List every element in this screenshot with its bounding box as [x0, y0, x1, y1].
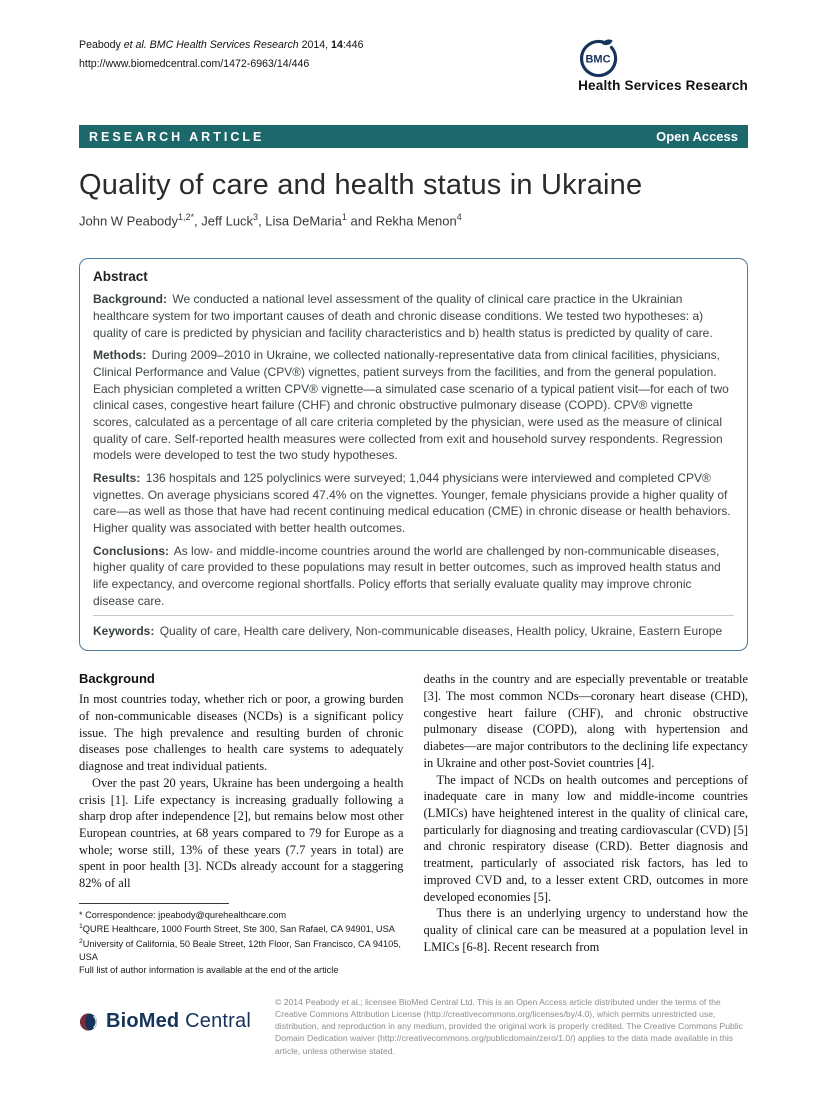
affiliation-2 [79, 937, 404, 965]
abstract-section-background [93, 291, 734, 341]
citation-authors: Peabody [79, 39, 124, 51]
abstract-section-results [93, 470, 734, 537]
abstract-section-conclusions [93, 543, 734, 610]
body-paragraph: Over the past 20 years, Ukraine has been undergoing a health crisis [1]. Life expectancy is increasing gradually following a sharp drop after independence [2], but remains below most other European countries, at 68 years compared to 79 for Europe as a whole; worse still, 13% of these years (7.7 years in total) are spent in poor health [3]. NCDs already account for a staggering 82% of all [79, 775, 404, 891]
correspondence-email-link[interactable]: jpeabody@qurehealthcare.com [158, 909, 286, 920]
body-paragraph: The impact of NCDs on health outcomes and perceptions of inadequate care in many low and middle-income countries (LMICs) have heightened interest in the quality of clinical care, particularly for diagnosing and treating cardiovascular (CVD) [5] and chronic respiratory disease (CRD). Better diagnosis and treatment, particularly of associated risk factors, has led to improved CVD and, to a lesser extent CRD, outcomes in more developed economies [5]. [423, 772, 748, 904]
citation-year: 2014, [298, 39, 332, 51]
body-paragraph: deaths in the country and are especially preventable or treatable [3]. The most common NCDs—coronary heart disease (CHD), congestive heart failure (CHF), and chronic obstructive pulmonary disease (COPD), along with hypertension and diabetes—are major contributors to the declining life expectancy in Ukraine and other post-Soviet countries [4]. [423, 672, 748, 770]
author-affiliation-sup: 4 [456, 212, 462, 222]
keywords-row [93, 615, 734, 640]
page-header [79, 38, 748, 122]
right-column [424, 671, 749, 978]
correspondence-note [79, 909, 404, 922]
page-footer [79, 996, 748, 1057]
body-columns [79, 671, 748, 978]
biomed-central-logo [79, 996, 251, 1040]
abstract-section-text: During 2009–2010 in Ukraine, we collected nationally-representative data from clinical facilities, physicians, Clinical Performance and Value (CPV®) vignettes, patient surveys from the facilities, and from the general population. Each physician completed a written CPV® vignette—a simulated case scenario of a typical patient visit—for each of two clinical cases, congestive heart failure (CHF) and chronic obstructive pulmonary disease (COPD). CPV® vignette scores, calculated as a percentage of all care criteria completed by the physician, were used as the measure of clinical quality of care. Self-reported health measures were collected from exit and household survey respondents. Regression models were developed to test the two study hypotheses. [93, 348, 729, 463]
author-info-note: Full list of author information is available at the end of the article [79, 965, 339, 976]
citation-block [79, 38, 363, 72]
bmc-acronym: BMC [585, 53, 611, 66]
footnote-rule [79, 903, 229, 904]
body-paragraph: Thus there is an underlying urgency to understand how the quality of clinical care can be measured at a population level in LMICs [6-8]. Recent research from [423, 906, 748, 954]
abstract-box [79, 258, 748, 651]
affiliation-text: QURE Healthcare, 1000 Fourth Street, Ste 300, San Rafael, CA 94901, USA [82, 924, 395, 935]
abstract-section-methods [93, 347, 734, 464]
citation-journal: et al. BMC Health Services Research [123, 39, 299, 51]
abstract-section-text: 136 hospitals and 125 polyclinics were surveyed; 1,044 physicians were interviewed and completed CPV® vignettes. On average physicians scored 47.4% on the vignettes. Younger, female physicians provide a higher quality of care—as well as those that have had recent continuing medical education (CME) in chronic disease or health behaviors. Higher quality was associated with better health outcomes. [93, 471, 731, 536]
author-affiliation-sup: 3 [253, 212, 259, 222]
article-url-link[interactable]: http://www.biomedcentral.com/1472-6963/14/446 [79, 57, 310, 70]
biomed-central-logo-icon [79, 1004, 98, 1040]
citation-volume: 14 [331, 39, 343, 51]
article-type-label: RESEARCH ARTICLE [89, 129, 265, 144]
abstract-heading: Abstract [93, 269, 148, 285]
bmc-logo [578, 38, 748, 93]
affiliation-sup: 1 [79, 923, 83, 931]
abstract-section-text: As low- and middle-income countries around the world are challenged by non-communicable diseases, higher quality of care provided to these populations may result in better outcomes, such as improved health status and life expectancy, and overcome regional shortfalls. Policy efforts that serially evaluate quality may improve chronic disease care. [93, 543, 721, 608]
open-access-label: Open Access [656, 129, 738, 144]
body-paragraph: In most countries today, whether rich or poor, a growing burden of non-communicable diseases (NCDs) is a significant policy issue. The high prevalence and resulting burden of chronic diseases pose challenges to health care systems to adequately diagnose and treat individual patients. [79, 692, 404, 774]
abstract-section-label: Methods: [93, 348, 147, 363]
keywords-text: Quality of care, Health care delivery, Non-communicable diseases, Health policy, Ukraine, Eastern Europe [159, 624, 723, 639]
abstract-section-label: Results: [93, 471, 141, 486]
affiliation-1 [79, 922, 404, 936]
section-heading-background: Background [79, 671, 155, 687]
journal-name: Health Services Research [578, 78, 748, 93]
abstract-section-text: We conducted a national level assessment of the quality of clinical care practice in the Ukrainian healthcare system for two important causes of death and chronic disease conditions. We tested two hypotheses: a) quality of care is predicted by physician and facility characteristics and b) health status is predicted by quality of care. [93, 292, 713, 340]
abstract-section-label: Conclusions: [93, 543, 170, 558]
license-text: © 2014 Peabody et al.; licensee BioMed Central Ltd. This is an Open Access article distributed under the terms of the Creative Commons Attribution License (http://creativecommons.org/licenses/by/4.0), which permits unrestricted use, distribution, and reproduction in any medium, provided the original work is properly credited. The Creative Commons Public Domain Dedication waiver (http://creativecommons.org/publicdomain/zero/1.0/) applies to the data made available in this article, unless otherwise stated. [275, 996, 743, 1056]
author-name: , Jeff Luck [194, 213, 254, 229]
author-name: , Lisa DeMaria [258, 213, 342, 229]
keywords-label: Keywords: [93, 624, 155, 639]
biomed-logo-text-bold: BioMed [105, 1010, 180, 1033]
correspondence-label: * Correspondence: [79, 909, 159, 920]
citation-page-number: :446 [342, 39, 364, 51]
authors-line [79, 212, 748, 228]
author-affiliation-sup: 1,2* [178, 212, 195, 222]
abstract-section-label: Background: [93, 292, 168, 307]
author-name: John W Peabody [79, 213, 179, 229]
affiliation-text: University of California, 50 Beale Street, 12th Floor, San Francisco, CA 94105, USA [79, 938, 401, 963]
author-name: and Rekha Menon [346, 213, 457, 229]
citation-line [79, 38, 363, 54]
article-type-banner [79, 125, 748, 148]
biomed-logo-text [106, 1010, 251, 1033]
biomed-logo-text-regular: Central [179, 1010, 251, 1033]
author-affiliation-sup: 1 [341, 212, 347, 222]
left-column [79, 671, 404, 978]
affiliation-sup: 2 [79, 937, 83, 945]
bmc-logo-icon [578, 38, 618, 78]
footnotes [79, 903, 404, 978]
page-title: Quality of care and health status in Ukraine [79, 169, 643, 201]
